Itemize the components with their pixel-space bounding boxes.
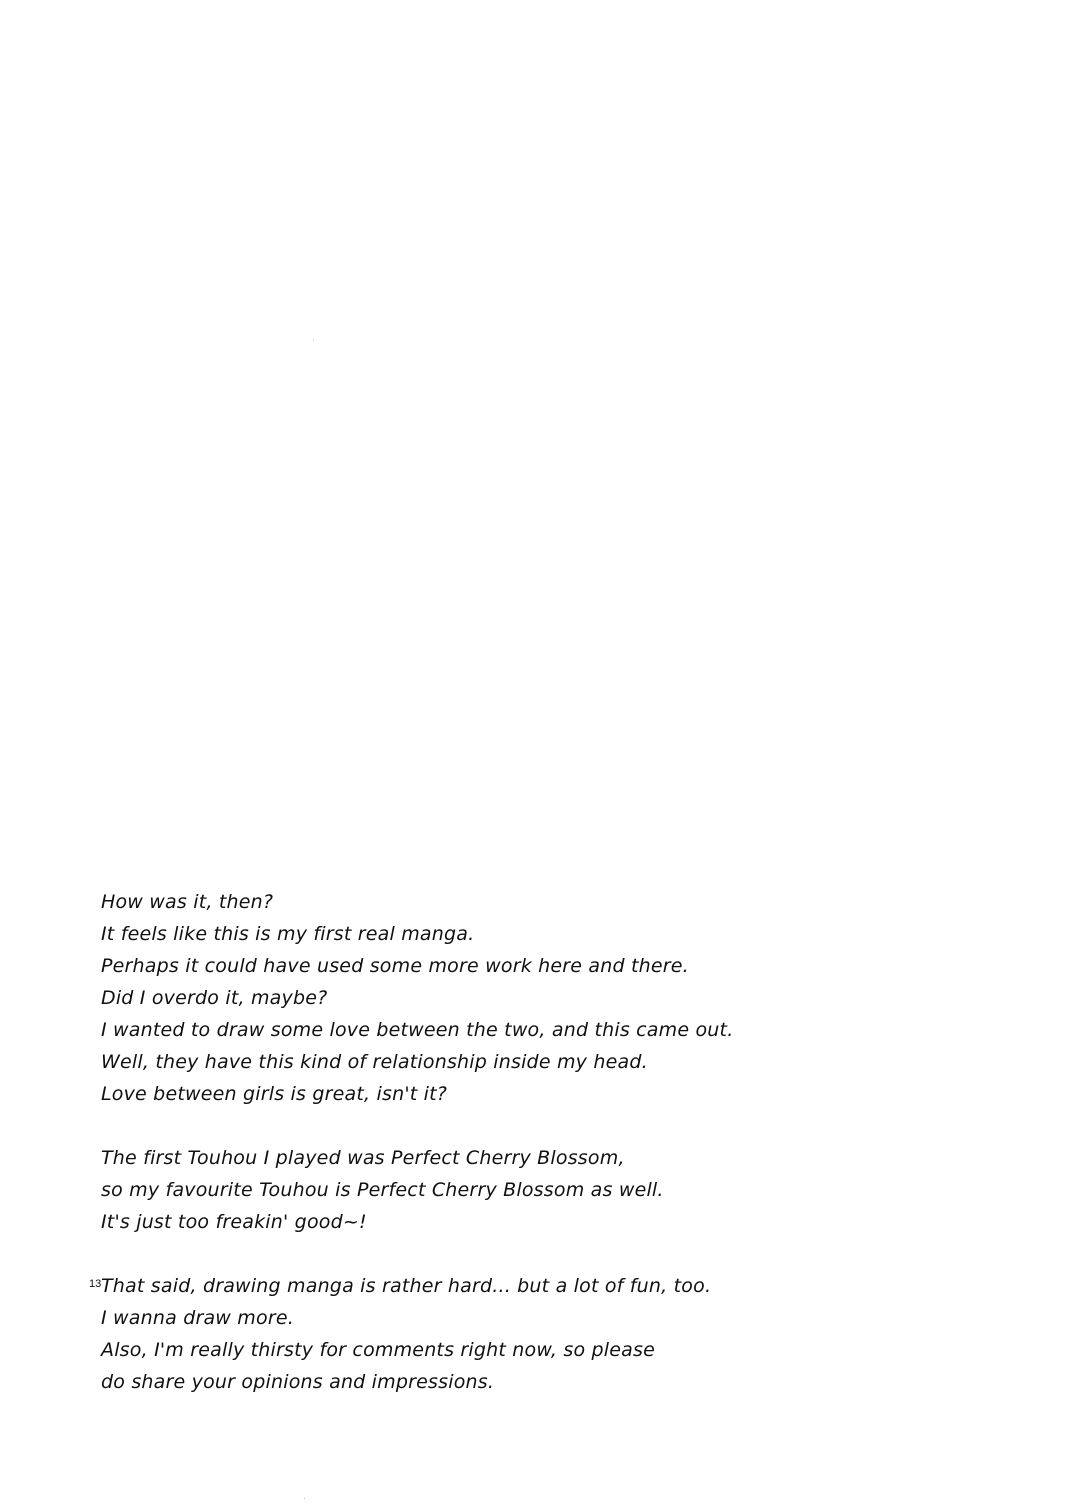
page-number: 13 [89,1278,102,1290]
paragraph-1 [101,886,861,1110]
text-line: Love between girls is great, isn't it? [101,1083,448,1105]
text-line: It feels like this is my first real manga. [101,923,475,945]
text-line: Did I overdo it, maybe? [101,987,328,1009]
text-line: so my favourite Touhou is Perfect Cherry Blossom as well. [101,1179,664,1201]
text-line: Well, they have this kind of relationship inside my head. [101,1051,648,1073]
text-line: Perhaps it could have used some more work here and there. [101,955,689,977]
text-line: I wanted to draw some love between the two, and this came out. [101,1019,734,1041]
text-line: I wanna draw more. [101,1307,294,1329]
paragraph-2 [101,1142,861,1238]
text-line: That said, drawing manga is rather hard... but a lot of fun, too. [101,1275,712,1297]
paper-speck [313,339,314,340]
text-line: Also, I'm really thirsty for comments right now, so please [101,1339,655,1361]
text-line: It's just too freakin' good~! [101,1211,367,1233]
afterword-text [101,886,861,1398]
paragraph-3 [101,1270,861,1398]
text-line: The first Touhou I played was Perfect Cherry Blossom, [101,1147,625,1169]
text-line: How was it, then? [101,891,274,913]
text-line: do share your opinions and impressions. [101,1371,495,1393]
paper-speck [304,1498,305,1499]
